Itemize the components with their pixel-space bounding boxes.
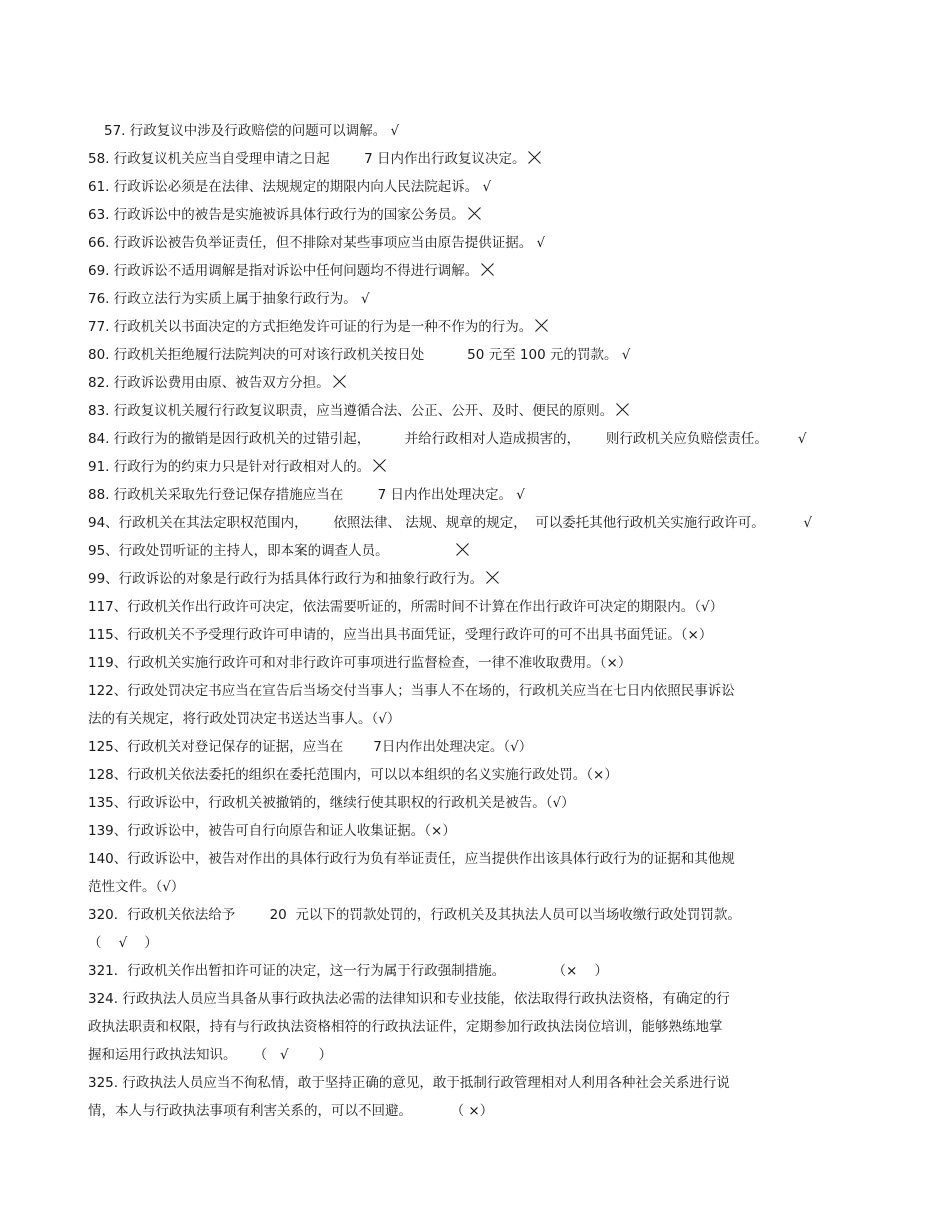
document-line xyxy=(88,509,858,537)
document-line xyxy=(88,257,858,285)
document-line xyxy=(88,845,858,873)
cross-mark-icon xyxy=(615,403,629,417)
document-line xyxy=(88,733,858,761)
line-text: 320．行政机关依法给予 20 元以下的罚款处罚的，行政机关及其执法人员可以当场收缴行政处罚罚款。 xyxy=(88,907,741,923)
line-text: 94、行政机关在其法定职权范围内， 依照法律、 法规、规章的规定， 可以委托其他行政机关实施行政许可。 √ xyxy=(88,515,813,531)
cross-mark-icon xyxy=(480,263,494,277)
document-line xyxy=(88,1097,858,1125)
line-text: 握和运用行政执法知识。 （ √ ） xyxy=(88,1047,333,1063)
document-line xyxy=(88,789,858,817)
document-line xyxy=(88,145,858,173)
document-line xyxy=(88,117,858,145)
line-text: 122、行政处罚决定书应当在宣告后当场交付当事人；当事人不在场的，行政机关应当在七日内依照民事诉讼 xyxy=(88,683,735,699)
cross-mark-icon xyxy=(372,459,386,473)
document-line xyxy=(88,173,858,201)
document-line xyxy=(88,649,858,677)
document-line xyxy=(88,817,858,845)
document-line xyxy=(88,313,858,341)
line-text: 140、行政诉讼中，被告对作出的具体行政行为负有举证责任，应当提供作出该具体行政行为的证据和其他规 xyxy=(88,851,735,867)
line-text: 91. 行政行为的约束力只是针对行政相对人的。 xyxy=(88,459,371,475)
document-line xyxy=(88,901,858,929)
line-text: 57. 行政复议中涉及行政赔偿的问题可以调解。 √ xyxy=(104,123,400,139)
line-text: 58. 行政复议机关应当自受理申请之日起 7 日内作出行政复议决定。 xyxy=(88,151,526,167)
document-line xyxy=(88,425,858,453)
line-text: 63. 行政诉讼中的被告是实施被诉具体行政行为的国家公务员。 xyxy=(88,207,465,223)
document-line xyxy=(88,201,858,229)
line-text: 117、行政机关作出行政许可决定，依法需要听证的，所需时间不计算在作出行政许可决定的期限内。（√） xyxy=(88,599,724,615)
line-text: 82. 行政诉讼费用由原、被告双方分担。 xyxy=(88,375,330,391)
document-body xyxy=(88,117,858,1125)
document-line xyxy=(88,873,858,901)
line-text: 77. 行政机关以书面决定的方式拒绝发许可证的行为是一种不作为的行为。 xyxy=(88,319,533,335)
line-text: 61. 行政诉讼必须是在法律、法规规定的期限内向人民法院起诉。 √ xyxy=(88,179,492,195)
cross-mark-icon xyxy=(332,375,346,389)
line-text: 69. 行政诉讼不适用调解是指对诉讼中任何问题均不得进行调解。 xyxy=(88,263,479,279)
document-line xyxy=(88,1013,858,1041)
cross-mark-icon xyxy=(467,207,481,221)
document-line xyxy=(88,453,858,481)
document-line xyxy=(88,761,858,789)
document-line xyxy=(88,593,858,621)
line-text: 325. 行政执法人员应当不徇私情，敢于坚持正确的意见，敢于抵制行政管理相对人利用各种社会关系进行说 xyxy=(88,1075,730,1091)
line-text: 139、行政诉讼中，被告可自行向原告和证人收集证据。（×） xyxy=(88,823,456,839)
document-line xyxy=(88,537,858,565)
line-text: 66. 行政诉讼被告负举证责任，但不排除对某些事项应当由原告提供证据。 √ xyxy=(88,235,546,251)
line-text: 88. 行政机关采取先行登记保存措施应当在 7 日内作出处理决定。 √ xyxy=(88,487,525,503)
line-text: 99、行政诉讼的对象是行政行为括具体行政行为和抽象行政行为。 xyxy=(88,571,484,587)
document-line xyxy=(88,369,858,397)
line-text: 321．行政机关作出暂扣许可证的决定，这一行为属于行政强制措施。 （× ） xyxy=(88,963,608,979)
document-line xyxy=(88,397,858,425)
document-line xyxy=(88,229,858,257)
document-line xyxy=(88,285,858,313)
document-line xyxy=(88,929,858,957)
cross-mark-icon xyxy=(534,319,548,333)
document-line xyxy=(88,481,858,509)
document-line xyxy=(88,621,858,649)
document-line xyxy=(88,341,858,369)
line-text: 324. 行政执法人员应当具备从事行政执法必需的法律知识和专业技能，依法取得行政执法资格，有确定的行 xyxy=(88,991,730,1007)
cross-mark-icon xyxy=(527,151,541,165)
line-text: 法的有关规定，将行政处罚决定书送达当事人。（√） xyxy=(88,711,401,727)
line-text: 115、行政机关不予受理行政许可申请的，应当出具书面凭证，受理行政许可的可不出具书面凭证。（×） xyxy=(88,627,713,643)
document-line xyxy=(88,565,858,593)
document-line xyxy=(88,677,858,705)
line-text: 情，本人与行政执法事项有利害关系的，可以不回避。 （ ×） xyxy=(88,1103,494,1119)
line-text: 政执法职责和权限，持有与行政执法资格相符的行政执法证件，定期参加行政执法岗位培训，能够熟练地掌 xyxy=(88,1019,723,1035)
document-line xyxy=(88,985,858,1013)
cross-mark-icon xyxy=(455,543,469,557)
line-text: 范性文件。（√） xyxy=(88,879,185,895)
document-line xyxy=(88,1041,858,1069)
line-text: 95、行政处罚听证的主持人，即本案的调查人员。 xyxy=(88,543,454,559)
line-text: 83. 行政复议机关履行行政复议职责，应当遵循合法、公正、公开、及时、便民的原则。 xyxy=(88,403,614,419)
document-line xyxy=(88,957,858,985)
line-text: （ √ ） xyxy=(88,935,158,951)
line-text: 128、行政机关依法委托的组织在委托范围内，可以以本组织的名义实施行政处罚。（×） xyxy=(88,767,618,783)
document-line xyxy=(88,1069,858,1097)
line-text: 84. 行政行为的撤销是因行政机关的过错引起， 并给行政相对人造成损害的， 则行政机关应负赔偿责任。 √ xyxy=(88,431,807,447)
line-text: 80. 行政机关拒绝履行法院判决的可对该行政机关按日处 50 元至 100 元的罚款。 √ xyxy=(88,347,631,363)
document-line xyxy=(88,705,858,733)
cross-mark-icon xyxy=(485,571,499,585)
line-text: 125、行政机关对登记保存的证据，应当在 7日内作出处理决定。（√） xyxy=(88,739,533,755)
line-text: 135、行政诉讼中，行政机关被撤销的，继续行使其职权的行政机关是被告。（√） xyxy=(88,795,575,811)
line-text: 119、行政机关实施行政许可和对非行政许可事项进行监督检查，一律不准收取费用。（×） xyxy=(88,655,632,671)
line-text: 76. 行政立法行为实质上属于抽象行政行为。 √ xyxy=(88,291,370,307)
